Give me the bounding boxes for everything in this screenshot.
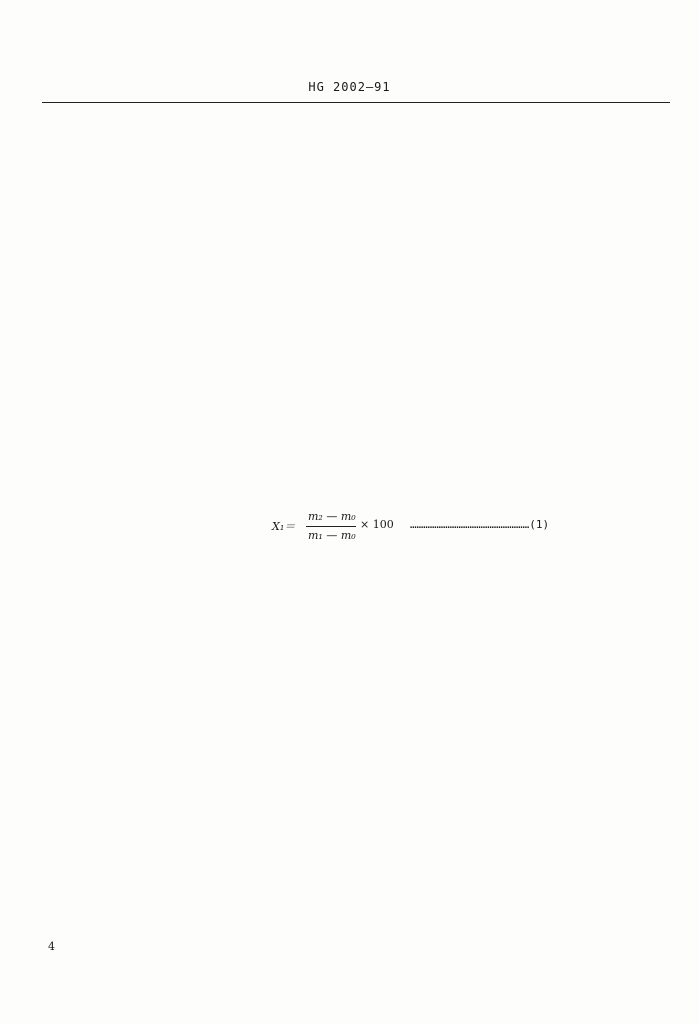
page-number: 4 [48,940,55,953]
header-rule [42,102,670,103]
formula-denominator: m₁ — m₀ [308,529,356,542]
formula-lhs: X₁＝ [272,520,296,533]
formula-tail: × 100 [360,518,394,531]
fraction-bar [306,526,356,527]
formula-numerator: m₂ — m₀ [308,510,356,523]
equation-number: ………………………………………………(1) [410,518,550,531]
page-header: HG 2002—91 [308,80,391,94]
